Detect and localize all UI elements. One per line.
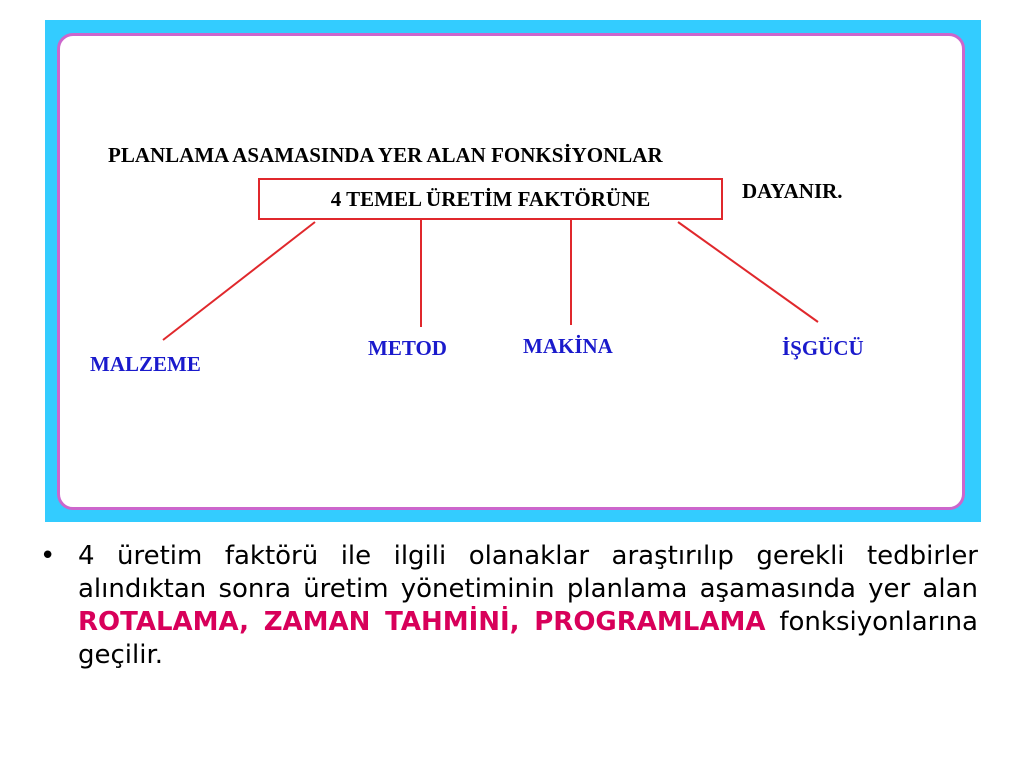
diagram-suffix: DAYANIR. [742, 179, 843, 203]
bullet-icon: • [40, 541, 56, 571]
factor-metod: METOD [368, 336, 447, 360]
center-box [258, 178, 723, 220]
diagram-heading: PLANLAMA ASAMASINDA YER ALAN FONKSİYONLAR [108, 143, 663, 167]
bullet-text-before: 4 üretim faktörü ile ilgili olanaklar araştırılıp gerekli tedbirler alındıktan sonra üretim yönetiminin planlama aşamasında yer alan [78, 541, 978, 604]
bullet-text [78, 540, 978, 672]
factor-isgucu: İŞGÜCÜ [782, 336, 864, 360]
connector-isgucu [678, 222, 818, 322]
factor-makina: MAKİNA [523, 334, 613, 358]
connector-malzeme [163, 222, 315, 340]
bullet-text-after: fonksiyonlarına geçilir. [78, 607, 978, 670]
bullet-highlight: ROTALAMA, ZAMAN TAHMİNİ, PROGRAMLAMA [78, 607, 766, 637]
center-label: 4 TEMEL ÜRETİM FAKTÖRÜNE [330, 186, 651, 211]
factor-malzeme: MALZEME [90, 352, 201, 376]
